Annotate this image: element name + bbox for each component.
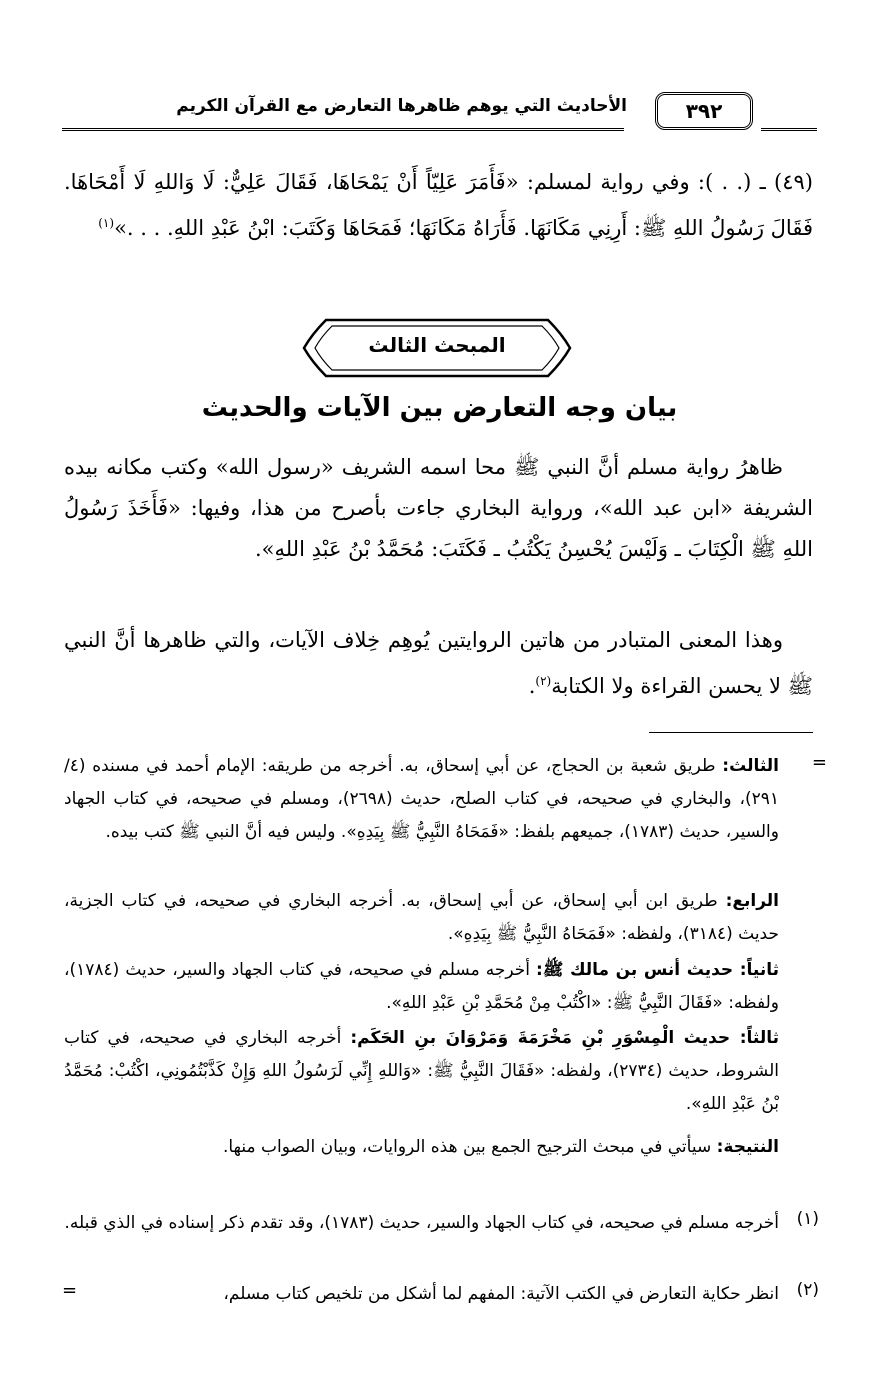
hadith-text: (٤٩) ـ (. . ): وفي رواية لمسلم: «فَأَمَرَ عَلِيّاً أَنْ يَمْحَاهَا، فَقَالَ عَلِيٌّ: لَا وَاللهِ لَا أَمْحَاهَا. فَقَالَ رَسُولُ اللهِ ﷺ: أَرِنِي مَكَانَهَا. فَأَرَاهُ مَكَانَهَا؛ فَمَحَاهَا وَكَتَبَ: ابْنُ عَبْدِ اللهِ. . . .»$^{(١)}$ <box>64 170 813 240</box>
footnote-fourth: الرابع: طريق ابن أبي إسحاق، عن أبي إسحاق، به. أخرجه البخاري في صحيحه، في كتاب الجزية، حديث (٣١٨٤)، ولفظه: «فَمَحَاهُ النَّبِيُّ ﷺ بِيَدِهِ». <box>64 891 779 944</box>
header-rule-right <box>761 128 817 131</box>
running-title: الأحاديث التي يوهم ظاهرها التعارض مع القرآن الكريم <box>176 96 627 116</box>
footnote-result: النتيجة: سيأتي في مبحث الترجيح الجمع بين هذه الروايات، وبيان الصواب منها. <box>222 1137 779 1157</box>
body-paragraph-1: ظاهرُ رواية مسلم أنَّ النبي ﷺ محا اسمه الشريف «رسول الله» وكتب مكانه بيده الشريفة «ابن عبد الله»، ورواية البخاري جاءت بأصرح من هذا، وفيها: «فَأَخَذَ رَسُولُ اللهِ ﷺ الْكِتَابَ ـ وَلَيْسَ يُحْسِنُ يَكْتُبُ ـ فَكَتَبَ: مُحَمَّدُ بْنُ عَبْدِ اللهِ». <box>64 455 813 561</box>
header-rule-left <box>62 128 624 131</box>
footnote-miswar: ثالثاً: حديث الْمِسْوَرِ بْنِ مَخْرَمَةَ وَمَرْوَانَ بنِ الحَكَم: أخرجه البخاري في صحيحه، في كتاب الشروط، حديث (٢٧٣٤)، ولفظه: «فَقَالَ النَّبِيُّ ﷺ: «وَاللهِ إِنِّي لَرَسُولُ اللهِ وَإِنْ كَذَّبْتُمُونِي، اكْتُبْ: مُحَمَّدُ بْنُ عَبْدِ اللهِ». <box>64 1028 780 1114</box>
continuation-mark: = <box>811 752 827 773</box>
page-header <box>62 92 817 138</box>
page-number: ٣٩٢ <box>655 92 753 130</box>
footnote-1-number: (١) <box>796 1209 819 1229</box>
section-label: المبحث الثالث <box>368 333 506 357</box>
footnote-separator <box>649 732 813 733</box>
footnote-ref-2: (٢) <box>535 674 552 688</box>
footnote-anas: ثانياً: حديث أنس بن مالك ﷺ: أخرجه مسلم في صحيحه، في كتاب الجهاد والسير، حديث (١٧٨٤)، ولفظه: «فَقَالَ النَّبِيُّ ﷺ: «اكْتُبْ مِنْ مُحَمَّدِ بْنِ عَبْدِ اللهِ». <box>64 960 779 1013</box>
section-heading: بيان وجه التعارض بين الآيات والحديث <box>201 393 678 423</box>
footnote-2-text: انظر حكاية التعارض في الكتب الآتية: المفهم لما أشكل من تلخيص كتاب مسلم، <box>223 1284 779 1304</box>
footnote-2-number: (٢) <box>796 1280 819 1300</box>
body-paragraph-2: وهذا المعنى المتبادر من هاتين الروايتين يُوهِم خِلاف الآيات، والتي ظاهرها أنَّ النبي ﷺ لا يحسن القراءة ولا الكتابة$^{(٢)}$. <box>64 628 813 698</box>
footnote-third: الثالث: طريق شعبة بن الحجاج، عن أبي إسحاق، به. أخرجه من طريقه: الإمام أحمد في مسنده (٤/ ٢٩١)، والبخاري في صحيحه، في كتاب الصلح، حديث (٢٦٩٨)، ومسلم في صحيحه، في كتاب الجهاد والسير، حديث (١٧٨٣)، جميعهم بلفظ: «فَمَحَاهُ النَّبِيُّ ﷺ بِيَدِهِ». وليس فيه أنَّ النبي ﷺ كتب بيده. <box>64 756 779 842</box>
footnote-ref-1: (١) <box>98 216 115 230</box>
footnote-1-text: أخرجه مسلم في صحيحه، في كتاب الجهاد والسير، حديث (١٧٨٣)، وقد تقدم ذكر إسناده في الذي قبله. <box>64 1213 779 1233</box>
section-title-box <box>300 316 574 380</box>
footnote-2-continuation-mark: = <box>62 1280 78 1301</box>
